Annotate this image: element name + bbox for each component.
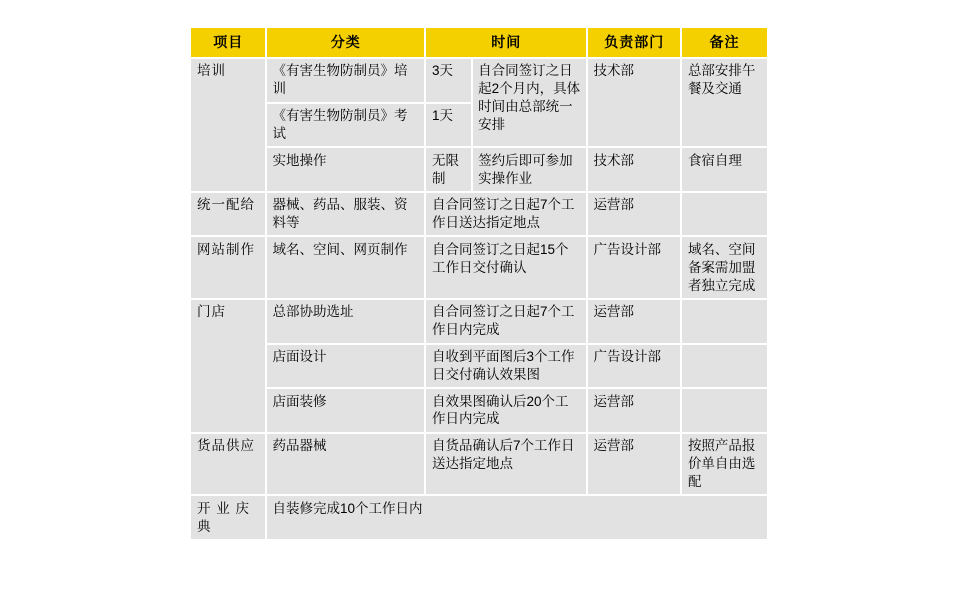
cell-time-long: 自收到平面图后3个工作日交付确认效果图 [425,344,587,389]
cell-note [681,192,767,237]
row-item-opening-ceremony: 开 业 庆典 [191,495,267,540]
cell-note: 食宿自理 [681,147,767,192]
cell-note [681,388,767,433]
cell-category: 店面装修 [266,388,425,433]
cell-category: 《有害生物防制员》培训 [266,58,425,103]
cell-time-short: 3天 [425,58,471,103]
cell-time-long: 自效果图确认后20个工作日内完成 [425,388,587,433]
table-row [191,495,768,540]
cell-category: 实地操作 [266,147,425,192]
column-header-item: 项目 [191,28,267,58]
cell-category: 店面设计 [266,344,425,389]
column-header-note: 备注 [681,28,767,58]
schedule-table [190,27,768,540]
cell-category: 《有害生物防制员》考试 [266,103,425,148]
cell-department: 运营部 [587,433,681,495]
row-item-goods-supply: 货品供应 [191,433,267,495]
table-row [191,236,768,298]
column-header-category: 分类 [266,28,425,58]
cell-category: 总部协助选址 [266,299,425,344]
cell-time-short: 无限制 [425,147,471,192]
cell-category: 器械、药品、服装、资料等 [266,192,425,237]
cell-department: 运营部 [587,192,681,237]
table-row [191,192,768,237]
cell-time-long: 自货品确认后7个工作日送达指定地点 [425,433,587,495]
cell-time-long: 自合同签订之日起2个月内，具体时间由总部统一安排 [472,58,587,147]
cell-department: 技术部 [587,147,681,192]
row-item-unified-supply: 统一配给 [191,192,267,237]
cell-time-long: 自装修完成10个工作日内 [266,495,767,540]
cell-time-long: 自合同签订之日起7个工作日内完成 [425,299,587,344]
column-header-department: 负责部门 [587,28,681,58]
table-row [191,299,768,344]
table-row [191,344,768,389]
column-header-time: 时间 [425,28,587,58]
cell-time-long: 签约后即可参加实操作业 [472,147,587,192]
row-item-training: 培训 [191,58,267,192]
cell-note: 按照产品报价单自由选配 [681,433,767,495]
cell-note: 总部安排午餐及交通 [681,58,767,147]
cell-department: 广告设计部 [587,236,681,298]
cell-time-long: 自合同签订之日起15个工作日交付确认 [425,236,587,298]
row-item-website: 网站制作 [191,236,267,298]
table-header-row [191,28,768,58]
cell-department: 技术部 [587,58,681,147]
cell-department: 运营部 [587,299,681,344]
table-row [191,388,768,433]
cell-note [681,299,767,344]
cell-note [681,344,767,389]
cell-category: 药品器械 [266,433,425,495]
cell-category: 域名、空间、网页制作 [266,236,425,298]
cell-note: 域名、空间备案需加盟者独立完成 [681,236,767,298]
cell-department: 运营部 [587,388,681,433]
row-item-store: 门店 [191,299,267,433]
table-row [191,433,768,495]
table-row [191,147,768,192]
cell-time-short: 1天 [425,103,471,148]
cell-time-long: 自合同签订之日起7个工作日送达指定地点 [425,192,587,237]
cell-department: 广告设计部 [587,344,681,389]
table-row [191,58,768,103]
